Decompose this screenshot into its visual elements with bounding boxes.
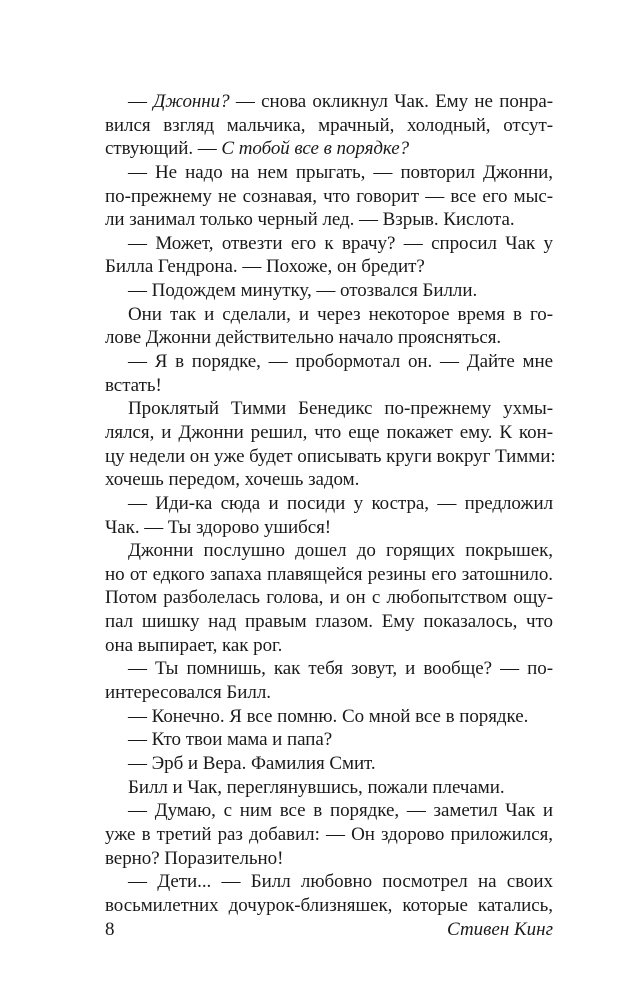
text-line [105, 326, 553, 350]
text-segment: вился взгляд мальчика, мрачный, холодный, отсут- [105, 114, 553, 136]
text-segment: — Думаю, с ним все в порядке, — заметил Чак и [128, 800, 553, 822]
text-segment: Джонни послушно дошел до горящих покрышек, [128, 540, 553, 562]
italic-text: Джонни? [153, 91, 230, 112]
paragraph [105, 232, 553, 279]
text-line [105, 681, 553, 705]
text-segment: встать! [105, 374, 162, 396]
text-line [105, 185, 553, 209]
page-footer [105, 918, 553, 942]
text-segment: — Конечно. Я все помню. Со мной все в порядке. [128, 705, 529, 727]
text-segment: — Ты помнишь, как тебя зовут, и вообще? — по- [128, 658, 553, 680]
paragraph [105, 752, 553, 776]
paragraph [105, 539, 553, 657]
text-segment: цу недели он уже будет описывать круги вокруг Тимми: [105, 445, 556, 467]
text-line [105, 705, 553, 729]
text-segment: ли занимал только черный лед. — Взрыв. Кислота. [105, 209, 515, 231]
text-segment: пал шишку над правым глазом. Ему показалось, что [105, 611, 553, 633]
text-line [105, 563, 553, 587]
text-line [105, 468, 553, 492]
text-segment: — Подождем минутку, — отозвался Билли. [128, 280, 478, 302]
text-line [105, 776, 553, 800]
text-line [105, 303, 553, 327]
paragraph [105, 728, 553, 752]
text-segment: — Не надо на нем прыгать, — повторил Джонни, [128, 161, 553, 183]
text-line [105, 397, 553, 421]
text-segment: восьмилетних дочурок-близняшек, которые катались, [105, 894, 553, 916]
text-line [105, 823, 553, 847]
text-segment: лялся, и Джонни решил, что еще покажет ему. К кон- [105, 421, 553, 443]
text-line [105, 114, 553, 138]
text-line [105, 870, 553, 894]
text-segment: — Может, отвезти его к врачу? — спросил Чак у [128, 232, 553, 254]
text-line [105, 894, 553, 918]
text-segment: по-прежнему не сознавая, что говорит — все его мыс- [105, 185, 553, 207]
paragraph [105, 350, 553, 397]
text-line [105, 728, 553, 752]
paragraph [105, 799, 553, 870]
text-segment: — Дети... — Билл любовно посмотрел на своих [128, 871, 553, 893]
text-segment: но от едкого запаха плавящейся резины его затошнило. [105, 563, 553, 585]
text-segment: хочешь передом, хочешь задом. [105, 469, 360, 491]
text-segment: она выпирает, как рог. [105, 634, 283, 656]
paragraph [105, 90, 553, 161]
text-segment: лове Джонни действительно начало проясняться. [105, 327, 502, 349]
text-segment: — снова окликнул Чак. Ему не понра- [229, 91, 553, 112]
text-line [105, 208, 553, 232]
text-segment: интересовался Билл. [105, 682, 271, 704]
text-line [105, 232, 553, 256]
paragraph [105, 492, 553, 539]
text-segment: — Эрб и Вера. Фамилия Смит. [128, 752, 376, 774]
text-segment: Потом разболелась голова, и он с любопытством ощу- [105, 587, 553, 609]
paragraph [105, 279, 553, 303]
text-line [105, 421, 553, 445]
text-segment: Проклятый Тимми Бенедикс по-прежнему ухмы- [128, 398, 553, 420]
text-segment: Они так и сделали, и через некоторое время в го- [128, 303, 553, 325]
text-line [105, 137, 553, 161]
text-line [105, 255, 553, 279]
page-body [105, 90, 556, 917]
text-line [105, 657, 553, 681]
paragraph [105, 161, 553, 232]
text-line [105, 539, 553, 563]
text-line [105, 752, 553, 776]
text-segment: — [128, 91, 154, 112]
text-segment: Билл и Чак, переглянувшись, пожали плечами. [128, 776, 505, 798]
text-segment: — Иди-ка сюда и посиди у костра, — предложил [128, 492, 553, 514]
text-segment: Чак. — Ты здорово ушибся! [105, 516, 332, 538]
paragraph [105, 705, 553, 729]
text-line [105, 799, 553, 823]
text-segment: уже в третий раз добавил: — Он здорово приложился, [105, 823, 553, 845]
paragraph [105, 303, 553, 350]
paragraph [105, 776, 553, 800]
text-segment: — Кто твои мама и папа? [128, 729, 333, 751]
paragraph [105, 657, 553, 704]
text-segment: — Я в порядке, — пробормотал он. — Дайте мне [128, 351, 553, 373]
text-segment: Билла Гендрона. — Похоже, он бредит? [105, 256, 425, 278]
running-head-author: Стивен Кинг [447, 919, 553, 940]
text-line [105, 445, 556, 469]
text-line [105, 847, 553, 871]
paragraph [105, 397, 556, 492]
text-segment: ствующий. — [105, 138, 222, 160]
italic-text: С тобой все в порядке? [221, 138, 410, 160]
text-line [105, 586, 553, 610]
paragraph [105, 870, 553, 917]
text-line [105, 492, 553, 516]
text-segment: верно? Поразительно! [105, 847, 284, 869]
text-line [105, 610, 553, 634]
text-line [105, 374, 553, 398]
text-line [105, 634, 553, 658]
text-line [105, 350, 553, 374]
text-line [105, 516, 553, 540]
text-line [105, 90, 553, 114]
page-number: 8 [105, 919, 115, 940]
text-line [105, 161, 553, 185]
text-line [105, 279, 553, 303]
